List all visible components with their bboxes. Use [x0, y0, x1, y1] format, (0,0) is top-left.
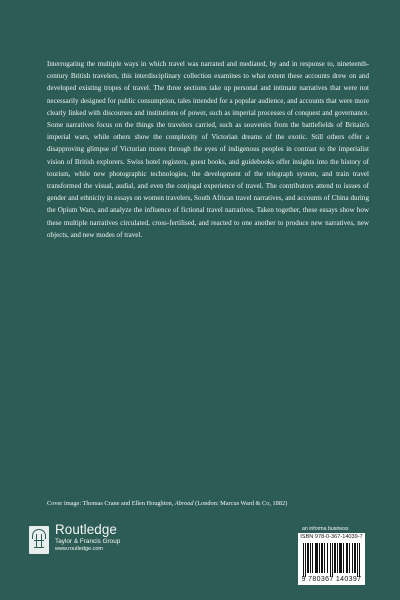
barcode-bar — [337, 543, 338, 573]
barcode-bar — [346, 543, 348, 573]
business-label: an informa business — [302, 526, 349, 532]
barcode-bar — [319, 543, 320, 573]
barcode-bar — [343, 543, 344, 573]
book-description: Interrogating the multiple ways in which travel was narrated and mediated, by and in response to, nineteenth-century British travelers, this interdisciplinary collection examines to what extent these accounts drew on and developed existing tropes of travel. The three sections take up personal and intimate narratives that were not necessarily designed for public consumption, tales intended for a popular audience, and accounts that were more clearly linked with discourses and institutions of power, such as imperial processes of conquest and governance. Some narratives focus on the things the travelers carried, such as souvenirs from the battlefields of Britain's imperial wars, while others show the complexity of Victorian dreams of the exotic. Still others offer a disapproving glimpse of Victorian mores through the eyes of indigenous peoples in contrast to the imperialist vision of British explorers. Swiss hotel registers, guest books, and guidebooks offer insights into the history of tourism, while new photographic technologies, the development of the telegraph system, and train travel transformed the visual, audial, and even the conjugal experience of travel. The contributors attend to issues of gender and ethnicity in essays on women travelers, South African travel narratives, and accounts of China during the Opium Wars, and analyze the influence of fictional travel narratives. Taken together, these essays show how these multiple narratives circulated, cross-fertilised, and reacted to one another to produce new narratives, new objects, and new modes of travel. — [47, 60, 369, 239]
barcode-bar — [307, 543, 309, 573]
routledge-logo-icon — [29, 526, 49, 554]
publisher-name: Routledge — [55, 522, 117, 537]
credit-title: Abroad — [174, 500, 194, 507]
barcode-bar — [305, 543, 306, 577]
barcode-bar — [324, 543, 325, 573]
barcode-bar — [354, 543, 356, 573]
cover-image-credit — [47, 500, 369, 508]
barcode-bar — [332, 543, 333, 577]
barcode — [303, 543, 360, 574]
barcode-bar — [312, 543, 313, 573]
barcode-bar — [310, 543, 311, 573]
isbn-text: ISBN 978-0-367-14039-7 — [300, 534, 363, 540]
barcode-bar — [327, 543, 328, 573]
barcode-bar — [334, 543, 336, 573]
barcode-bar — [315, 543, 318, 573]
barcode-bar — [339, 543, 342, 573]
barcode-number: 9 780367 140397 — [301, 576, 362, 583]
barcode-bar — [352, 543, 353, 573]
routledge-arch-icon — [34, 540, 44, 548]
barcode-bar — [303, 543, 304, 577]
barcode-bar — [330, 543, 331, 577]
publisher-url: www.routledge.com — [55, 546, 103, 552]
credit-prefix: Cover image: Thomas Crane and Ellen Houghton, — [47, 500, 175, 507]
barcode-box — [298, 533, 365, 585]
publisher-block — [55, 523, 120, 553]
credit-suffix: (London: Marcus Ward & Co, 1882) — [193, 500, 288, 507]
barcode-bar — [349, 543, 350, 573]
barcode-bar — [357, 543, 358, 577]
barcode-bar — [359, 543, 360, 577]
publisher-group: Taylor & Francis Group — [55, 538, 121, 545]
barcode-bar — [321, 543, 323, 573]
